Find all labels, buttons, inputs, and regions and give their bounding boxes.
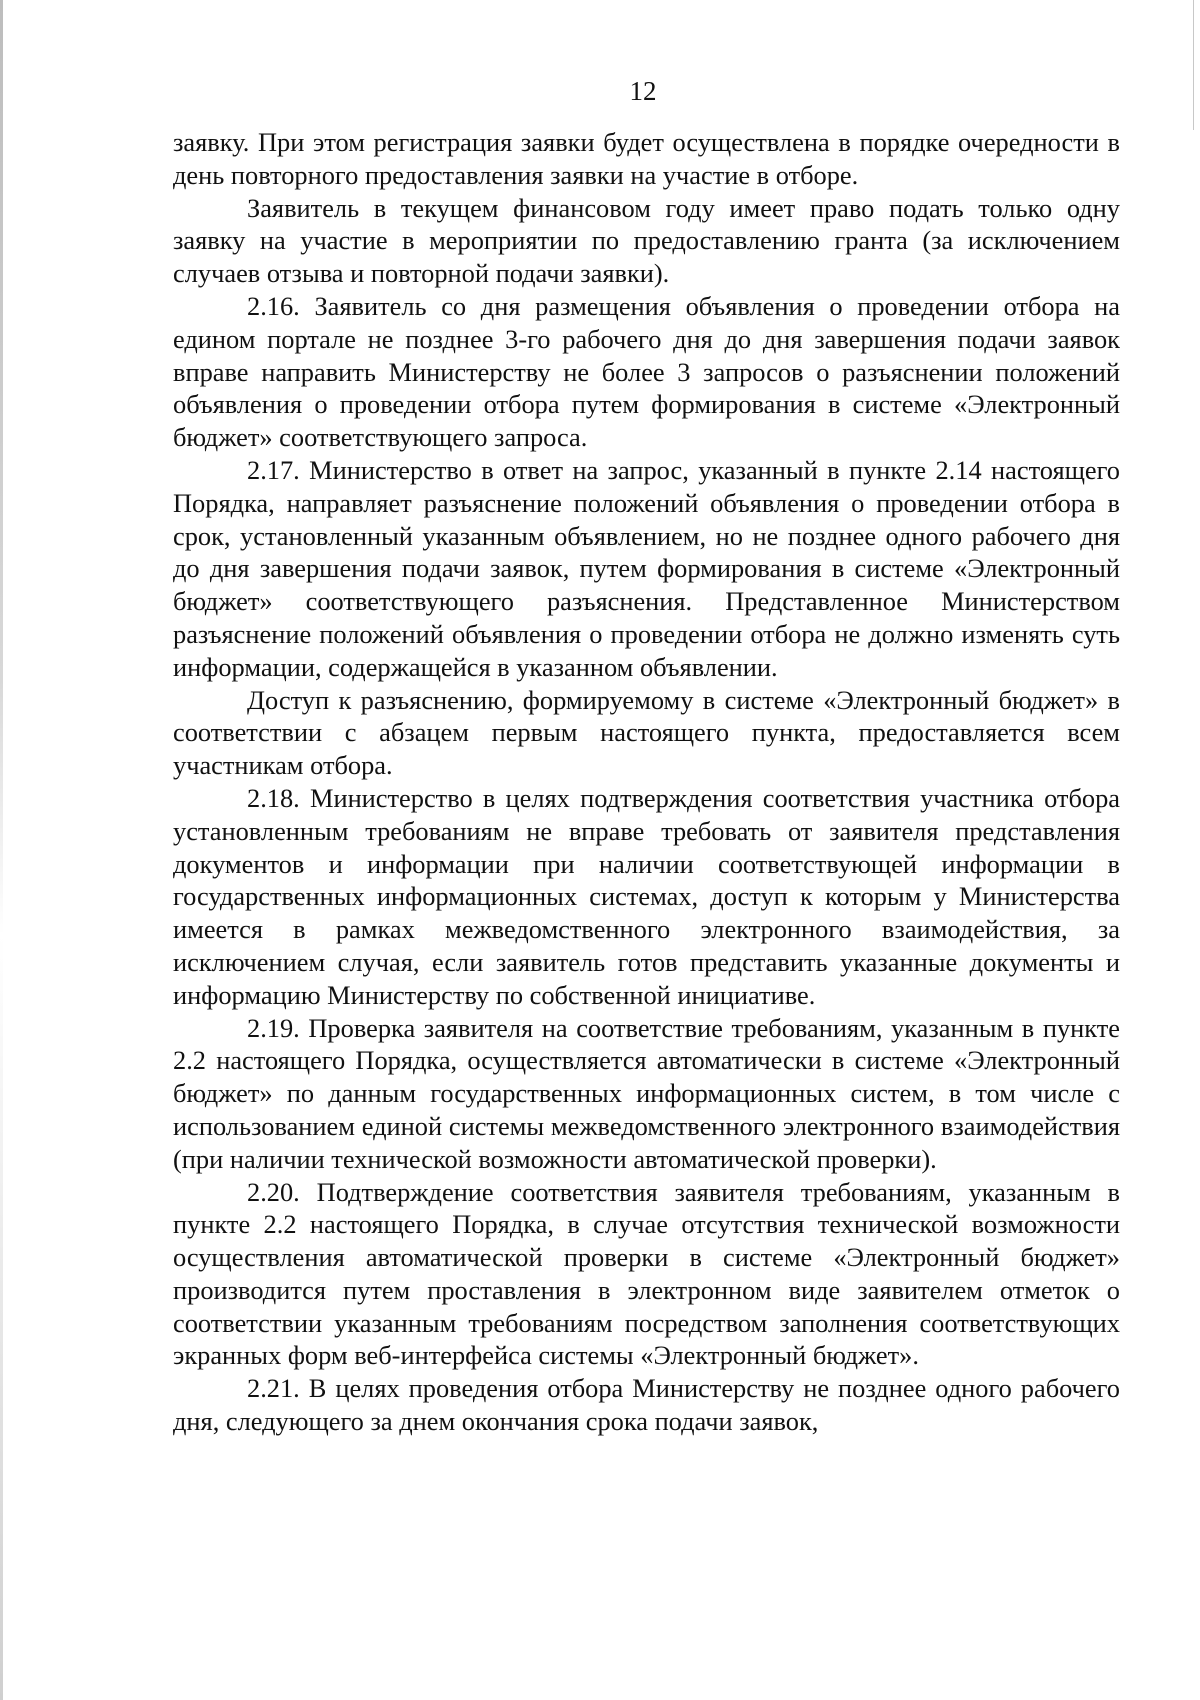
scan-edge-right [1193,0,1194,130]
paragraph-2-17: 2.17. Министерство в ответ на запрос, указанный в пункте 2.14 настоящего Порядка, направляет разъяснение положений объявления о проведении отбора в срок, установленный указанным объявлением, но не позднее одного рабочего дня до дня завершения подачи заявок, путем формирования в системе «Электронный бюджет» соответствующего разъяснения. Представленное Министерством разъяснение положений объявления о проведении отбора не должно изменять суть информации, содержащейся в указанном объявлении. [173,454,1120,682]
paragraph-one-application: Заявитель в текущем финансовом году имеет право подать только одну заявку на участие в мероприятии по предоставлению гранта (за исключением случаев отзыва и повторной подачи заявки). [173,192,1120,289]
document-body [173,126,1120,1438]
paragraph-continuation: заявку. При этом регистрация заявки будет осуществлена в порядке очередности в день повторного предоставления заявки на участие в отборе. [173,127,1120,190]
paragraph-access-clarification: Доступ к разъяснению, формируемому в системе «Электронный бюджет» в соответствии с абзацем первым настоящего пункта, предоставляется всем участникам отбора. [173,684,1120,781]
paragraph-2-19: 2.19. Проверка заявителя на соответствие требованиям, указанным в пункте 2.2 настоящего Порядка, осуществляется автоматически в системе «Электронный бюджет» по данным государственных информационных систем, в том числе с использованием единой системы межведомственного электронного взаимодействия (при наличии технической возможности автоматической проверки). [173,1012,1120,1174]
scan-edge-left [0,0,3,1700]
paragraph-2-20: 2.20. Подтверждение соответствия заявителя требованиям, указанным в пункте 2.2 настоящего Порядка, в случае отсутствия технической возможности осуществления автоматической проверки в системе «Электронный бюджет» производится путем проставления в электронном виде заявителем отметок о соответствии указанным требованиям посредством заполнения соответствующих экранных форм веб-интерфейса системы «Электронный бюджет». [173,1176,1120,1371]
paragraph-2-21: 2.21. В целях проведения отбора Министерству не позднее одного рабочего дня, следующего за днем окончания срока подачи заявок, [173,1373,1120,1437]
paragraph-2-16: 2.16. Заявитель со дня размещения объявления о проведении отбора на едином портале не позднее 3-го рабочего дня до дня завершения подачи заявок вправе направить Министерству не более 3 запросов о разъяснении положений объявления о проведении отбора путем формирования в системе «Электронный бюджет» соответствующего запроса. [173,290,1120,453]
page-number: 12 [629,76,657,106]
paragraph-2-18: 2.18. Министерство в целях подтверждения соответствия участника отбора установленным требованиям не вправе требовать от заявителя представления документов и информации при наличии соответствующей информации в государственных информационных системах, доступ к которым у Министерства имеется в рамках межведомственного электронного взаимодействия, за исключением случая, если заявитель готов представить указанные документы и информацию Министерству по собственной инициативе. [173,782,1120,1010]
